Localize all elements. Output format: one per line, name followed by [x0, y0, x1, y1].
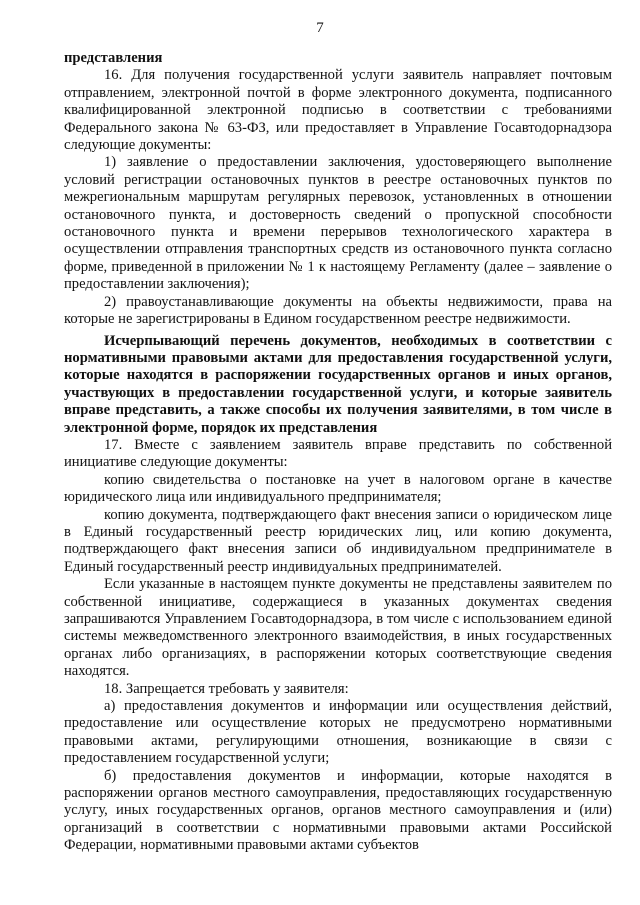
paragraph-16-item-1: 1) заявление о предоставлении заключения, удостоверяющего выполнение условий регистрации остановочных пунктов в реестре остановочных пунктов по межрегиональным маршрутам регулярных перевозок, установленных в отношении остановочного пункта, и достоверность сведений о пропускной способности остановочного пункта и времени перерывов технологического характера в осуществлении отправления транспортных средств из остановочного пункта согласно форме, приведенной в приложении № 1 к настоящему Регламенту (далее – заявление о предоставлении заключения);	[64, 154, 612, 293]
page-number: 7	[316, 20, 324, 36]
paragraph-18-item-a: а) предоставления документов и информации или осуществления действий, предоставление или осуществление которых не предусмотрено нормативными правовыми актами, регулирующими отношения, возникающие в связи с предоставлением государственной услуги;	[64, 698, 612, 767]
section-tail: представления	[64, 50, 163, 66]
paragraph-17-note: Если указанные в настоящем пункте документы не представлены заявителем по собственной инициативе, содержащиеся в указанных документах сведения запрашиваются Управлением Госавтодорнадзора, в том числе с использованием единой системы межведомственного электронного взаимодействия, в иных государственных органах либо организациях, в распоряжении которых соответствующие сведения находятся.	[64, 576, 612, 680]
section-heading: Исчерпывающий перечень документов, необходимых в соответствии с нормативными правовыми актами для предоставления государственной услуги, которые находятся в распоряжении государственных органов и иных органов, участвующих в предоставлении государственной услуги, и которые заявитель вправе представить, а также способы их получения заявителями, в том числе в электронной форме, порядок их представления	[64, 332, 612, 436]
paragraph-17-item-1: копию свидетельства о постановке на учет в налоговом органе в качестве юридического лица или индивидуального предпринимателя;	[64, 471, 612, 506]
paragraph-18: 18. Запрещается требовать у заявителя:	[104, 680, 349, 697]
paragraph-17-item-2: копию документа, подтверждающего факт внесения записи о юридическом лице в Единый государственный реестр юридических лиц, или копию документа, подтверждающего факт внесения записи об индивидуальном предпринимателе в Единый государственный реестр индивидуальных предпринимателей.	[64, 506, 612, 575]
paragraph-16-item-2: 2) правоустанавливающие документы на объекты недвижимости, права на которые не зарегистрированы в Едином государственном реестре недвижимости.	[64, 293, 612, 328]
paragraph-18-item-b: б) предоставления документов и информации, которые находятся в распоряжении органов местного самоуправления, предоставляющих государственную услугу, иных государственных органов, органов местного самоуправления и (или) организаций в соответствии с нормативными правовыми актами Российской Федерации, нормативными правовыми актами субъектов	[64, 767, 612, 854]
paragraph-16: 16. Для получения государственной услуги заявитель направляет почтовым отправлением, электронной почтой в форме электронного документа, подписанного квалифицированной электронной подписью в соответствии с требованиями Федерального закона № 63-ФЗ, или предоставляет в Управление Госавтодорнадзора следующие документы:	[64, 67, 612, 154]
paragraph-17: 17. Вместе с заявлением заявитель вправе представить по собственной инициативе следующие документы:	[64, 436, 612, 471]
document-body	[64, 50, 612, 855]
